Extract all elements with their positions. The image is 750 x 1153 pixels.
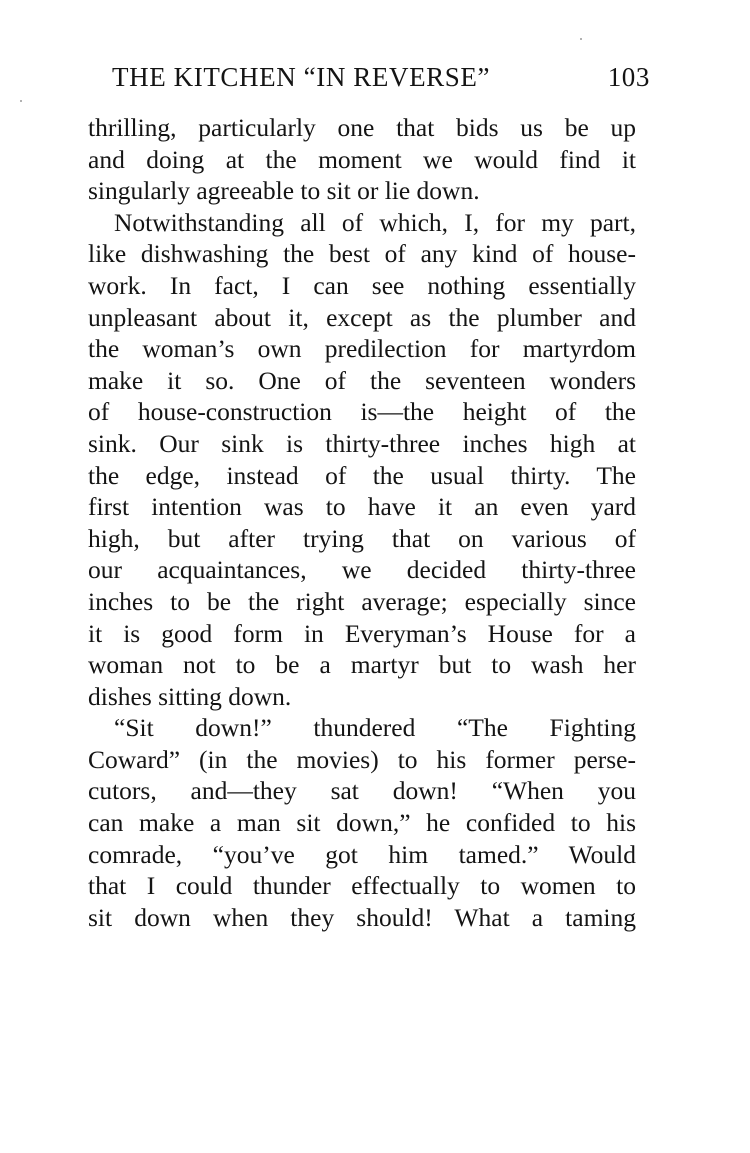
text-line: of house-construction is—the height of the bbox=[88, 397, 636, 427]
text-line: woman not to be a martyr but to wash her bbox=[88, 650, 636, 680]
text-line: comrade, “you’ve got him tamed.” Would bbox=[88, 839, 636, 869]
page-number: 103 bbox=[607, 62, 650, 92]
text-line: like dishwashing the best of any kind of house- bbox=[88, 239, 636, 269]
text-line: can make a man sit down,” he confided to his bbox=[88, 808, 636, 838]
text-line: work. In fact, I can see nothing essentially bbox=[88, 270, 636, 300]
running-header bbox=[112, 62, 650, 98]
text-line: high, but after trying that on various of bbox=[88, 523, 636, 553]
text-line: make it so. One of the seventeen wonders bbox=[88, 365, 636, 395]
text-line: inches to be the right average; especially since bbox=[88, 586, 636, 616]
running-title: THE KITCHEN “IN REVERSE” bbox=[112, 62, 491, 92]
scan-speck bbox=[580, 38, 582, 40]
scan-speck bbox=[20, 100, 22, 102]
text-line: the edge, instead of the usual thirty. The bbox=[88, 460, 636, 490]
text-line: sink. Our sink is thirty-three inches high at bbox=[88, 428, 636, 458]
text-line: sit down when they should! What a taming bbox=[88, 902, 636, 932]
text-line: and doing at the moment we would find it bbox=[88, 144, 636, 174]
text-line: that I could thunder effectually to women to bbox=[88, 871, 636, 901]
text-line: the woman’s own predilection for martyrdom bbox=[88, 334, 636, 364]
text-line: our acquaintances, we decided thirty-three bbox=[88, 555, 636, 585]
text-line: thrilling, particularly one that bids us be up bbox=[88, 113, 636, 142]
text-line: “Sit down!” thundered “The Fighting bbox=[114, 713, 636, 743]
text-line: dishes sitting down. bbox=[88, 681, 292, 711]
text-line: singularly agreeable to sit or lie down. bbox=[88, 176, 480, 206]
text-line: Coward” (in the movies) to his former perse- bbox=[88, 744, 636, 774]
text-line: cutors, and—they sat down! “When you bbox=[88, 776, 636, 806]
text-line: it is good form in Everyman’s House for a bbox=[88, 618, 636, 648]
text-line: Notwithstanding all of which, I, for my part, bbox=[114, 207, 636, 237]
text-line: first intention was to have it an even yard bbox=[88, 492, 636, 522]
text-line: unpleasant about it, except as the plumber and bbox=[88, 302, 636, 332]
body-text bbox=[88, 112, 636, 933]
